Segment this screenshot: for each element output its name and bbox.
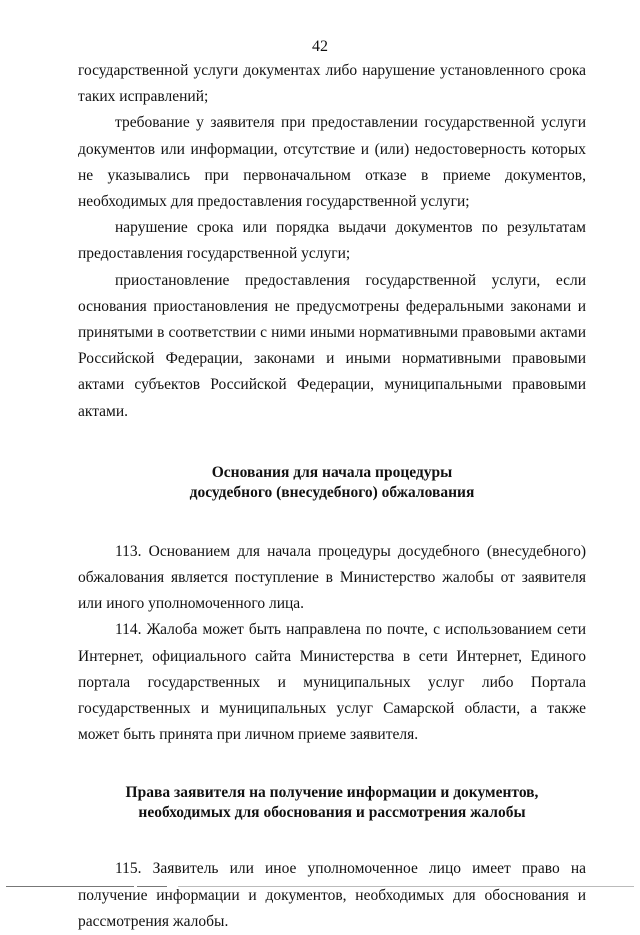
heading-line: Основания для начала процедуры [211, 463, 453, 481]
scan-edge-line [137, 886, 167, 887]
heading-line: необходимых для обоснования и рассмотрения жалобы [138, 804, 526, 822]
document-body [78, 58, 586, 935]
paragraph-113: 113. Основанием для начала процедуры досудебного (внесудебного) обжалования является поступление в Министерство жалобы от заявителя или иного уполномоченного лица. [78, 542, 586, 613]
paragraph-continuation: государственной услуги документах либо нарушение установленного срока таких исправлений; [78, 62, 586, 106]
scan-edge-line [178, 886, 634, 887]
paragraph-115: 115. Заявитель или иное уполномоченное лицо имеет право на получение информации и документов, необходимых для обоснования и рассмотрения жалобы. [78, 860, 586, 930]
heading-line: досудебного (внесудебного) обжалования [189, 483, 475, 501]
heading-line: Права заявителя на получение информации и документов, [125, 784, 539, 802]
section-heading-appeal-grounds [78, 463, 586, 503]
paragraph-114: 114. Жалоба может быть направлена по почте, с использованием сети Интернет, официального сайта Министерства в сети Интернет, Единого портала государственных и муниципальных услуг либо Портала государственных и муниципальных услуг Самарской области, а также может быть принята при личном приеме заявителя. [78, 621, 586, 744]
scan-edge-line [6, 886, 134, 887]
page-number: 42 [312, 38, 328, 55]
paragraph-suspension: приостановление предоставления государственной услуги, если основания приостановления не предусмотрены федеральными законами и принятыми в соответствии с ними иными нормативными правовыми актами Российской Федерации, законами и иными нормативными правовыми актами субъектов Российской Федерации, муниципальными правовыми актами. [78, 271, 586, 420]
paragraph-requirement: требование у заявителя при предоставлении государственной услуги документов или информации, отсутствие и (или) недостоверность которых не указывались при первоначальном отказе в приеме документов, необходимых для предоставления государственной услуги; [78, 114, 586, 211]
section-heading-applicant-rights [78, 783, 586, 823]
paragraph-deadline-violation: нарушение срока или порядка выдачи документов по результатам предоставления государственной услуги; [78, 219, 586, 263]
